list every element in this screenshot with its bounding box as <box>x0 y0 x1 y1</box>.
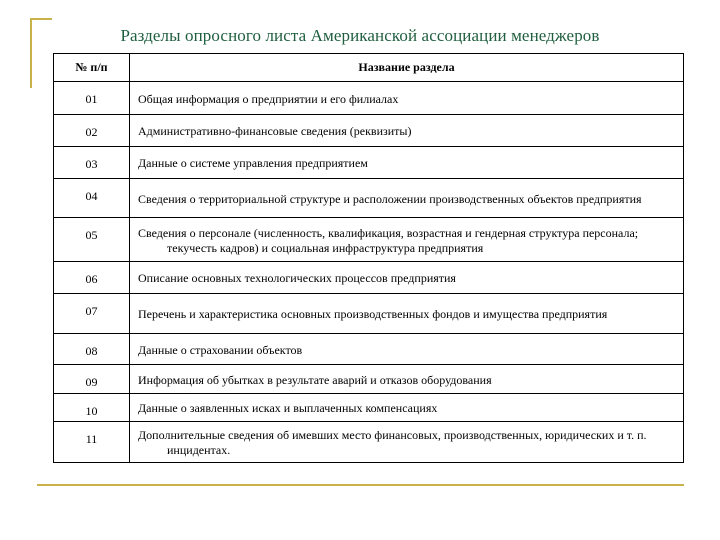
row-number: 05 <box>54 218 130 262</box>
row-name: Административно-финансовые сведения (реквизиты) <box>130 115 684 147</box>
table-row <box>54 218 684 262</box>
table-row <box>54 147 684 179</box>
frame-top-line <box>30 18 52 20</box>
row-number: 03 <box>54 147 130 179</box>
row-number: 08 <box>54 334 130 365</box>
table-row <box>54 262 684 294</box>
table-header-row <box>54 54 684 82</box>
row-number: 06 <box>54 262 130 294</box>
row-number: 04 <box>54 179 130 218</box>
header-number: № п/п <box>54 54 130 82</box>
table-row <box>54 179 684 218</box>
bottom-rule <box>37 484 684 486</box>
row-number: 01 <box>54 82 130 115</box>
table-row <box>54 422 684 463</box>
table-row <box>54 115 684 147</box>
row-number: 10 <box>54 394 130 422</box>
row-name: Перечень и характеристика основных производственных фондов и имущества предприятия <box>130 294 684 334</box>
page-title: Разделы опросного листа Американской ассоциации менеджеров <box>120 26 600 45</box>
header-name: Название раздела <box>130 54 684 82</box>
row-number: 11 <box>54 422 130 463</box>
row-name: Данные о страховании объектов <box>130 334 684 365</box>
table-row <box>54 394 684 422</box>
row-number: 09 <box>54 365 130 394</box>
table-row <box>54 82 684 115</box>
row-name: Общая информация о предприятии и его филиалах <box>130 82 684 115</box>
row-number: 02 <box>54 115 130 147</box>
row-name: Информация об убытках в результате аварий и отказов оборудования <box>130 365 684 394</box>
row-number: 07 <box>54 294 130 334</box>
table-row <box>54 365 684 394</box>
table-row <box>54 334 684 365</box>
row-name: Данные о заявленных исках и выплаченных компенсациях <box>130 394 684 422</box>
table-body <box>54 82 684 463</box>
row-name: Данные о системе управления предприятием <box>130 147 684 179</box>
table-row <box>54 294 684 334</box>
row-name: Дополнительные сведения об имевших место финансовых, производственных, юридических и т. п. инцидентах. <box>130 422 684 463</box>
row-name: Сведения о территориальной структуре и расположении производственных объектов предприятия <box>130 179 684 218</box>
sections-table <box>53 53 684 463</box>
row-name: Сведения о персонале (численность, квалификация, возрастная и гендерная структура персонала; текучесть кадров) и социальная инфраструктура предприятия <box>130 218 684 262</box>
row-name: Описание основных технологических процессов предприятия <box>130 262 684 294</box>
